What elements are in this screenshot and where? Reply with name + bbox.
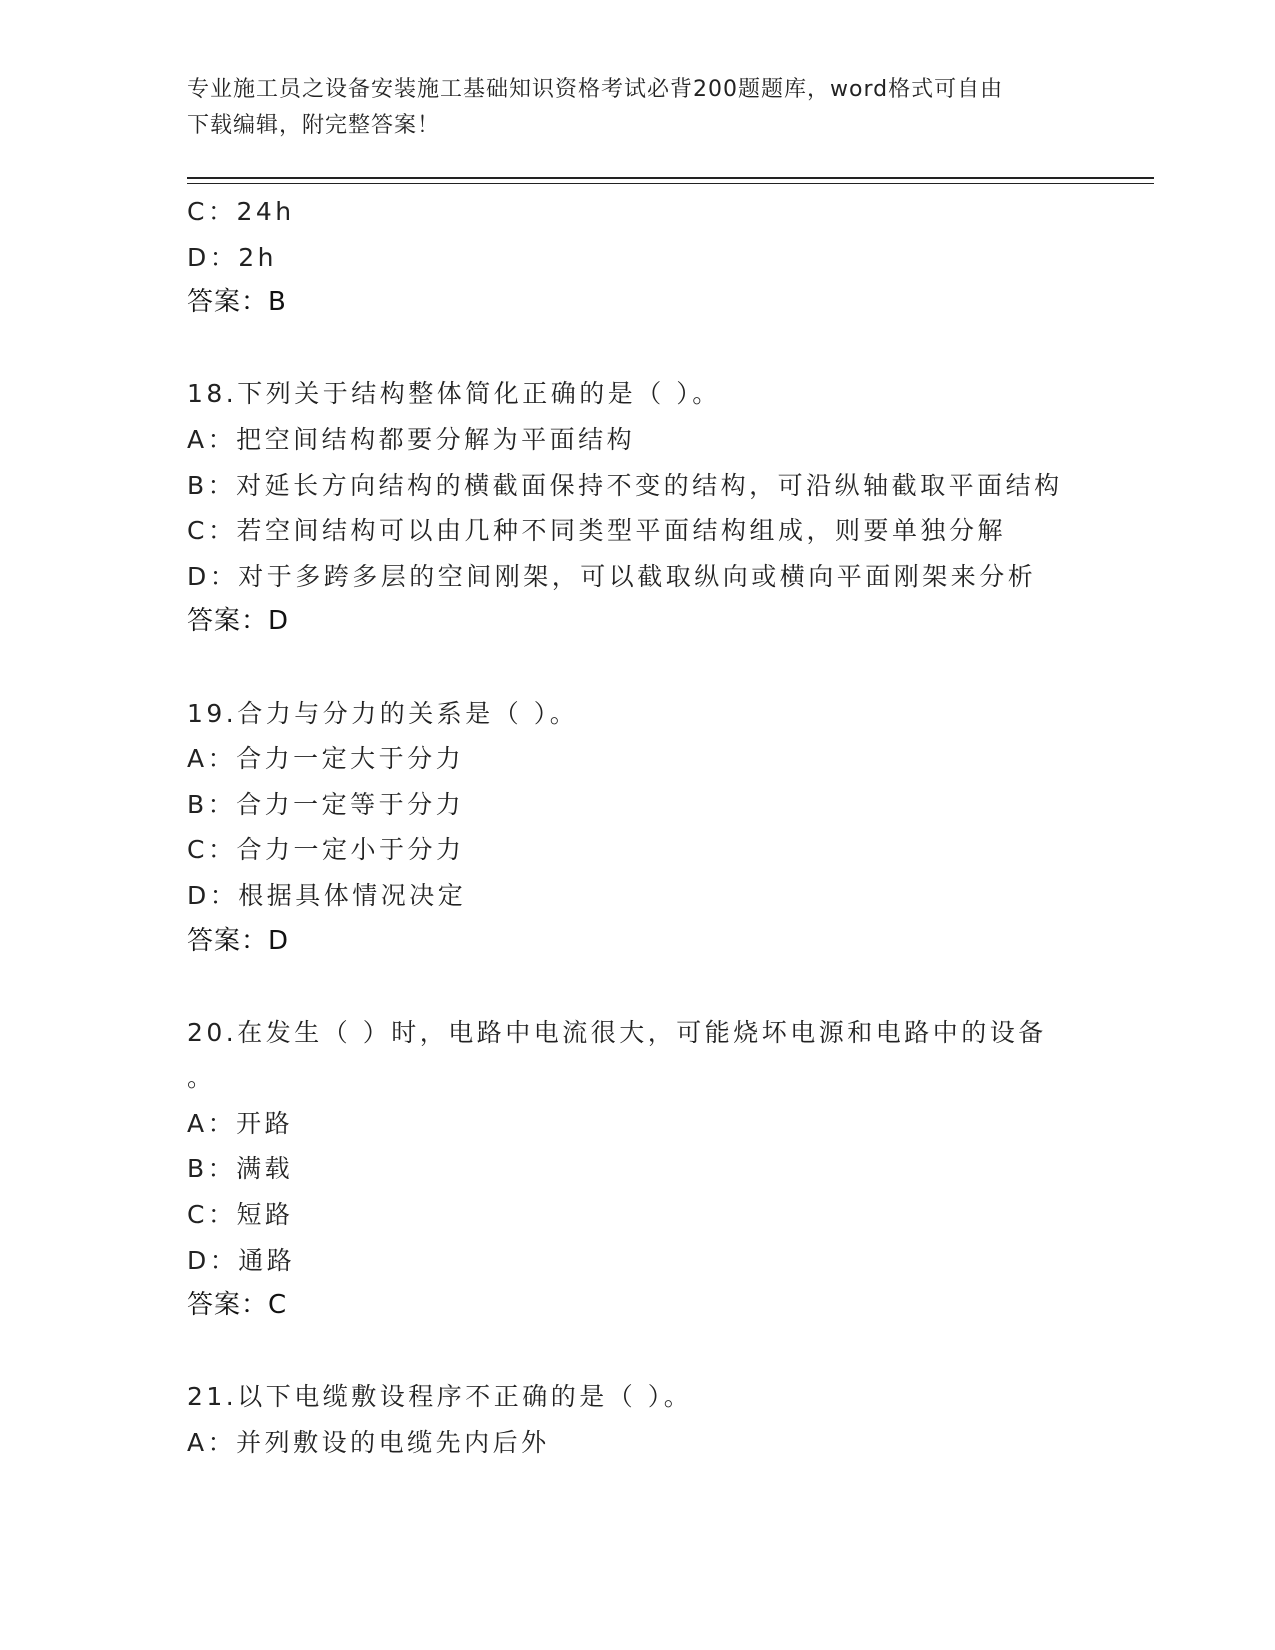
question-21 <box>187 1374 1147 1465</box>
answer-line: 答案：B <box>187 287 287 318</box>
question-list <box>187 189 1147 1466</box>
answer-line: 答案：D <box>187 925 290 956</box>
question-stem: 19.合力与分力的关系是（ ）。 <box>187 698 579 728</box>
option-c: C：24h <box>187 197 295 226</box>
option-d: D：通路 <box>187 1245 296 1275</box>
option-b: B：合力一定等于分力 <box>187 789 465 819</box>
question-17-continued <box>187 189 1147 326</box>
header-title-line-1: 专业施工员之设备安装施工基础知识资格考试必背200题题库，word格式可自由 <box>187 77 1004 102</box>
spacer <box>187 964 1147 1010</box>
question-stem-continuation: 。 <box>187 1063 216 1093</box>
header-divider-thick <box>187 177 1154 179</box>
option-a: A：合力一定大于分力 <box>187 744 465 774</box>
spacer <box>187 645 1147 691</box>
option-c: C：短路 <box>187 1200 294 1230</box>
question-stem: 18.下列关于结构整体简化正确的是（ ）。 <box>187 379 721 409</box>
option-b: B：对延长方向结构的横截面保持不变的结构，可沿纵轴截取平面结构 <box>187 470 1063 500</box>
spacer <box>187 1329 1147 1375</box>
option-d: D：2h <box>187 242 278 272</box>
header-title-line-2: 下载编辑，附完整答案！ <box>187 113 441 138</box>
document-header <box>187 72 1087 144</box>
header-divider-thin <box>187 183 1154 184</box>
answer-line: 答案：C <box>187 1290 288 1321</box>
question-18 <box>187 371 1147 645</box>
spacer <box>187 326 1147 372</box>
question-20 <box>187 1010 1147 1329</box>
option-d: D：根据具体情况决定 <box>187 880 467 910</box>
question-stem: 20.在发生（ ）时，电路中电流很大，可能烧坏电源和电路中的设备 <box>187 1017 1047 1047</box>
question-stem: 21.以下电缆敷设程序不正确的是（ ）。 <box>187 1382 693 1412</box>
option-c: C：合力一定小于分力 <box>187 835 465 865</box>
option-a: A：开路 <box>187 1108 294 1138</box>
option-c: C：若空间结构可以由几种不同类型平面结构组成，则要单独分解 <box>187 516 1006 546</box>
question-19 <box>187 691 1147 965</box>
option-a: A：并列敷设的电缆先内后外 <box>187 1428 550 1458</box>
option-b: B：满载 <box>187 1154 294 1184</box>
answer-line: 答案：D <box>187 606 290 637</box>
option-d: D：对于多跨多层的空间刚架，可以截取纵向或横向平面刚架来分析 <box>187 561 1037 591</box>
option-a: A：把空间结构都要分解为平面结构 <box>187 424 636 454</box>
